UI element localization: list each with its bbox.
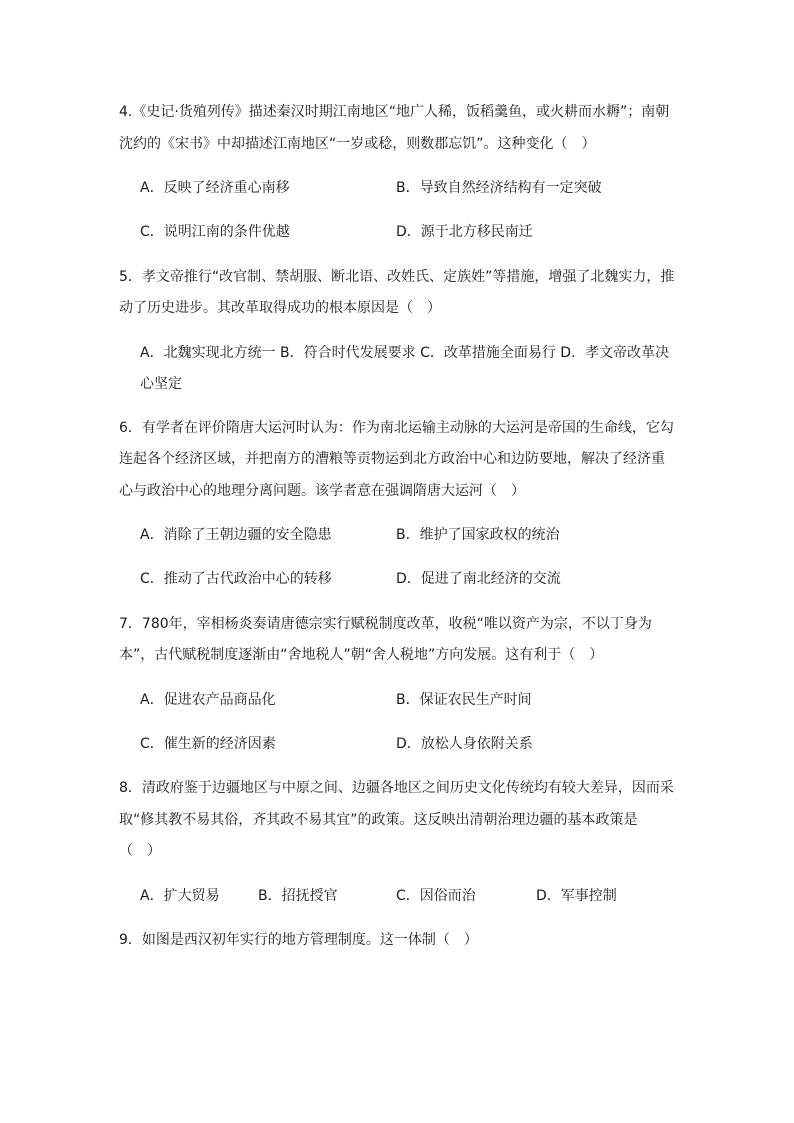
question-8-option-d: D．军事控制 [536,888,617,904]
question-7-line-2: 本”，古代赋税制度逐渐由“舍地税人”朝“舍人税地”方向发展。这有利于（ ） [119,647,604,663]
question-7-line-1: 7．780年，宰相杨炎奏请唐德宗实行赋税制度改革，收税“唯以资产为宗，不以丁身为 [119,616,652,632]
question-4-option-c: C．说明江南的条件优越 [140,224,290,240]
question-8-option-c: C．因俗而治 [396,888,476,904]
question-6-line-1: 6．有学者在评价隋唐大运河时认为：作为南北运输主动脉的大运河是帝国的生命线，它勾 [119,420,674,436]
question-8-line-2: 取“修其教不易其俗，齐其政不易其宜”的政策。这反映出清朝治理边疆的基本政策是 [119,812,638,828]
question-6-line-2: 连起各个经济区域，并把南方的漕粮等贡物运到北方政治中心和边防要地，解决了经济重 [119,451,665,467]
question-5-options-line-1: A．北魏实现北方统一 B．符合时代发展要求 C．改革措施全面易行 D．孝文帝改革决 [140,345,670,361]
question-8-line-1: 8．清政府鉴于边疆地区与中原之间、边疆各地区之间历史文化传统均有较大差异，因而采 [119,780,674,796]
question-9-line-1: 9．如图是西汉初年实行的地方管理制度。这一体制（ ） [119,932,478,948]
question-5-line-1: 5．孝文帝推行“改官制、禁胡服、断北语、改姓氏、定族姓”等措施，增强了北魏实力，推 [119,269,675,285]
question-4-option-b: B．导致自然经济结构有一定突破 [396,180,602,196]
question-4-option-d: D．源于北方移民南迁 [396,224,533,240]
question-5-line-2: 动了历史进步。其改革取得成功的根本原因是（ ） [119,300,441,316]
question-5-options-line-2: 心坚定 [140,376,182,392]
question-4-line-1: 4.《史记·货殖列传》描述秦汉时期江南地区“地广人稀，饭稻羹鱼，或火耕而水耨”；南朝 [119,104,670,120]
question-6-option-a: A．消除了王朝边疆的安全隐患 [140,527,332,543]
question-4-option-a: A．反映了经济重心南移 [140,180,290,196]
question-7-option-c: C．催生新的经济因素 [140,736,276,752]
question-6-line-3: 心与政治中心的地理分离问题。该学者意在强调隋唐大运河（ ） [119,483,525,499]
question-6-option-c: C．推动了古代政治中心的转移 [140,571,332,587]
question-7-option-a: A．促进农产品商品化 [140,692,276,708]
question-6-option-b: B．维护了国家政权的统治 [396,527,560,543]
question-4-line-2: 沈约的《宋书》中却描述江南地区“一岁或稔，则数郡忘饥”。这种变化（ ） [119,136,596,152]
question-8-line-3: （ ） [119,843,161,859]
question-7-option-d: D．放松人身依附关系 [396,736,533,752]
question-7-option-b: B．保证农民生产时间 [396,692,532,708]
question-6-option-d: D．促进了南北经济的交流 [396,571,561,587]
question-8-option-b: B．招抚授官 [258,888,338,904]
question-8-option-a: A．扩大贸易 [140,888,220,904]
